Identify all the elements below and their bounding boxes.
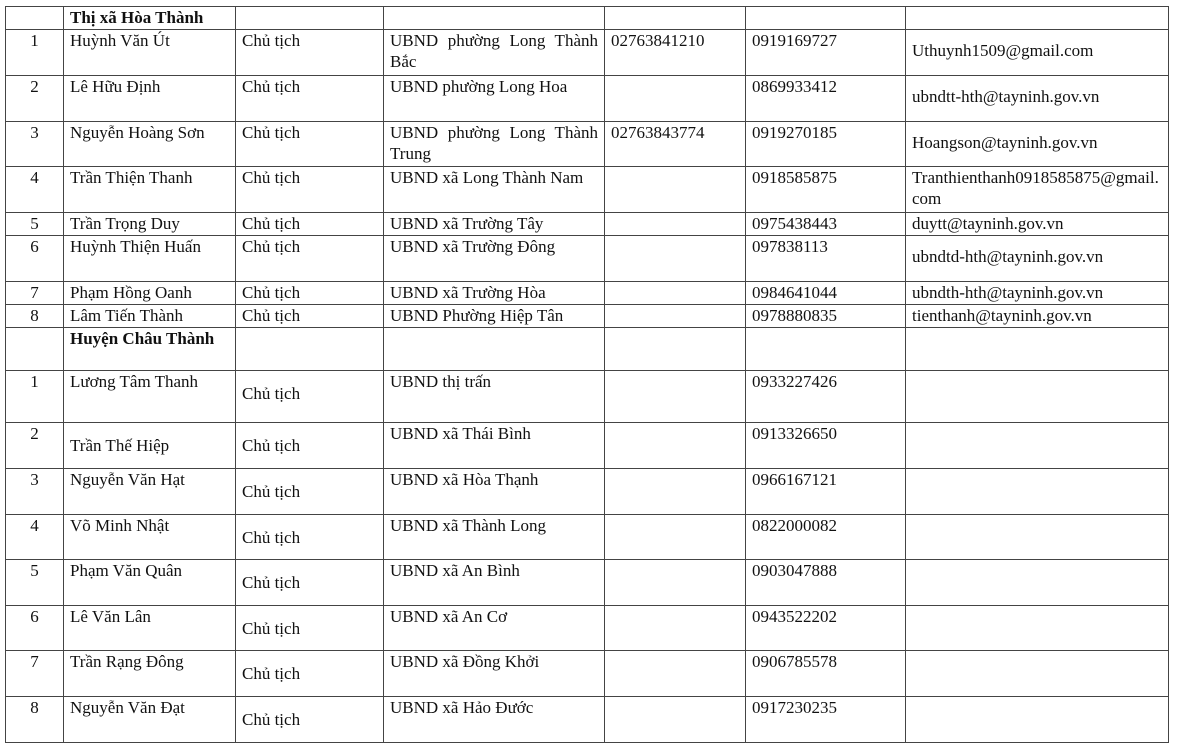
mobile-phone-cell: 0918585875 <box>746 167 906 213</box>
unit-cell: UBND phường Long Thành Bắc <box>384 30 605 76</box>
email-cell <box>906 515 1169 560</box>
mobile-phone-cell: 0903047888 <box>746 560 906 606</box>
position-cell: Chủ tịch <box>236 122 384 167</box>
table-row <box>6 213 1169 236</box>
name-cell: Lâm Tiến Thành <box>64 305 236 328</box>
stt-cell: 8 <box>6 305 64 328</box>
office-phone-cell <box>605 560 746 606</box>
position-cell: Chủ tịch <box>236 469 384 515</box>
mobile-phone-cell: 0966167121 <box>746 469 906 515</box>
position-cell: Chủ tịch <box>236 167 384 213</box>
email-cell: tienthanh@tayninh.gov.vn <box>906 305 1169 328</box>
office-phone-cell <box>605 423 746 469</box>
stt-cell: 5 <box>6 213 64 236</box>
group-stt-cell <box>6 328 64 371</box>
mobile-phone-cell: 0869933412 <box>746 76 906 122</box>
unit-cell: UBND xã An Bình <box>384 560 605 606</box>
table-row <box>6 236 1169 282</box>
mobile-phone-cell: 0943522202 <box>746 606 906 651</box>
office-phone-cell <box>605 651 746 697</box>
group-name: Huyện Châu Thành <box>64 328 236 371</box>
unit-cell: UBND xã Trường Hòa <box>384 282 605 305</box>
office-phone-cell <box>605 469 746 515</box>
stt-cell: 3 <box>6 122 64 167</box>
position-cell: Chủ tịch <box>236 560 384 606</box>
name-cell: Phạm Hồng Oanh <box>64 282 236 305</box>
unit-cell: UBND thị trấn <box>384 371 605 423</box>
table-row <box>6 651 1169 697</box>
position-cell: Chủ tịch <box>236 515 384 560</box>
email-cell: ubndth-hth@tayninh.gov.vn <box>906 282 1169 305</box>
mobile-phone-cell: 0822000082 <box>746 515 906 560</box>
group-name: Thị xã Hòa Thành <box>64 7 236 30</box>
group-header-row <box>6 328 1169 371</box>
office-phone-cell: 02763843774 <box>605 122 746 167</box>
email-cell <box>906 371 1169 423</box>
directory-table <box>5 6 1169 743</box>
table-row <box>6 305 1169 328</box>
email-cell <box>906 560 1169 606</box>
name-cell: Trần Thiện Thanh <box>64 167 236 213</box>
name-cell: Lê Văn Lân <box>64 606 236 651</box>
name-cell: Nguyễn Văn Hạt <box>64 469 236 515</box>
name-cell: Nguyễn Văn Đạt <box>64 697 236 743</box>
mobile-phone-cell: 0984641044 <box>746 282 906 305</box>
name-cell: Lương Tâm Thanh <box>64 371 236 423</box>
stt-cell: 2 <box>6 423 64 469</box>
email-cell: duytt@tayninh.gov.vn <box>906 213 1169 236</box>
table-row <box>6 122 1169 167</box>
office-phone-cell <box>605 236 746 282</box>
stt-cell: 5 <box>6 560 64 606</box>
stt-cell: 6 <box>6 606 64 651</box>
stt-cell: 7 <box>6 651 64 697</box>
mobile-phone-cell: 0906785578 <box>746 651 906 697</box>
unit-cell: UBND xã Trường Đông <box>384 236 605 282</box>
name-cell: Lê Hữu Định <box>64 76 236 122</box>
stt-cell: 7 <box>6 282 64 305</box>
name-cell: Phạm Văn Quân <box>64 560 236 606</box>
position-cell: Chủ tịch <box>236 305 384 328</box>
stt-cell: 8 <box>6 697 64 743</box>
office-phone-cell <box>605 697 746 743</box>
mobile-phone-cell: 0975438443 <box>746 213 906 236</box>
name-cell: Trần Rạng Đông <box>64 651 236 697</box>
position-cell: Chủ tịch <box>236 606 384 651</box>
table-row <box>6 167 1169 213</box>
name-cell: Võ Minh Nhật <box>64 515 236 560</box>
unit-cell: UBND xã Hòa Thạnh <box>384 469 605 515</box>
unit-cell: UBND phường Long Hoa <box>384 76 605 122</box>
stt-cell: 4 <box>6 167 64 213</box>
table-row <box>6 560 1169 606</box>
name-cell: Nguyễn Hoàng Sơn <box>64 122 236 167</box>
mobile-phone-cell: 0919169727 <box>746 30 906 76</box>
position-cell: Chủ tịch <box>236 213 384 236</box>
office-phone-cell <box>605 167 746 213</box>
office-phone-cell <box>605 515 746 560</box>
unit-cell: UBND xã Đồng Khởi <box>384 651 605 697</box>
stt-cell: 1 <box>6 371 64 423</box>
position-cell: Chủ tịch <box>236 651 384 697</box>
position-cell: Chủ tịch <box>236 282 384 305</box>
mobile-phone-cell: 0919270185 <box>746 122 906 167</box>
group-header-row <box>6 7 1169 30</box>
table-row <box>6 515 1169 560</box>
table-row <box>6 76 1169 122</box>
stt-cell: 1 <box>6 30 64 76</box>
email-cell: ubndtt-hth@tayninh.gov.vn <box>906 76 1169 122</box>
stt-cell: 3 <box>6 469 64 515</box>
unit-cell: UBND xã Long Thành Nam <box>384 167 605 213</box>
unit-cell: UBND Phường Hiệp Tân <box>384 305 605 328</box>
table-row <box>6 697 1169 743</box>
name-cell: Huỳnh Thiện Huấn <box>64 236 236 282</box>
office-phone-cell <box>605 76 746 122</box>
position-cell: Chủ tịch <box>236 371 384 423</box>
email-cell <box>906 423 1169 469</box>
position-cell: Chủ tịch <box>236 76 384 122</box>
mobile-phone-cell: 0978880835 <box>746 305 906 328</box>
office-phone-cell <box>605 305 746 328</box>
unit-cell: UBND xã Thành Long <box>384 515 605 560</box>
table-row <box>6 371 1169 423</box>
group-stt-cell <box>6 7 64 30</box>
stt-cell: 6 <box>6 236 64 282</box>
email-cell: Hoangson@tayninh.gov.vn <box>906 122 1169 167</box>
email-cell <box>906 469 1169 515</box>
stt-cell: 2 <box>6 76 64 122</box>
name-cell: Trần Thế Hiệp <box>64 423 236 469</box>
stt-cell: 4 <box>6 515 64 560</box>
name-cell: Trần Trọng Duy <box>64 213 236 236</box>
mobile-phone-cell: 097838113 <box>746 236 906 282</box>
office-phone-cell <box>605 213 746 236</box>
table-row <box>6 606 1169 651</box>
table-row <box>6 469 1169 515</box>
position-cell: Chủ tịch <box>236 30 384 76</box>
office-phone-cell <box>605 371 746 423</box>
email-cell: ubndtd-hth@tayninh.gov.vn <box>906 236 1169 282</box>
unit-cell: UBND xã An Cơ <box>384 606 605 651</box>
position-cell: Chủ tịch <box>236 697 384 743</box>
unit-cell: UBND xã Trường Tây <box>384 213 605 236</box>
unit-cell: UBND phường Long Thành Trung <box>384 122 605 167</box>
mobile-phone-cell: 0933227426 <box>746 371 906 423</box>
unit-cell: UBND xã Thái Bình <box>384 423 605 469</box>
office-phone-cell <box>605 282 746 305</box>
email-cell: Uthuynh1509@gmail.com <box>906 30 1169 76</box>
unit-cell: UBND xã Hảo Đước <box>384 697 605 743</box>
mobile-phone-cell: 0913326650 <box>746 423 906 469</box>
position-cell: Chủ tịch <box>236 423 384 469</box>
table-row <box>6 423 1169 469</box>
table-row <box>6 282 1169 305</box>
position-cell: Chủ tịch <box>236 236 384 282</box>
office-phone-cell <box>605 606 746 651</box>
email-cell: Tranthienthanh0918585875@gmail.com <box>906 167 1169 213</box>
mobile-phone-cell: 0917230235 <box>746 697 906 743</box>
email-cell <box>906 697 1169 743</box>
email-cell <box>906 606 1169 651</box>
table-row <box>6 30 1169 76</box>
email-cell <box>906 651 1169 697</box>
name-cell: Huỳnh Văn Út <box>64 30 236 76</box>
office-phone-cell: 02763841210 <box>605 30 746 76</box>
